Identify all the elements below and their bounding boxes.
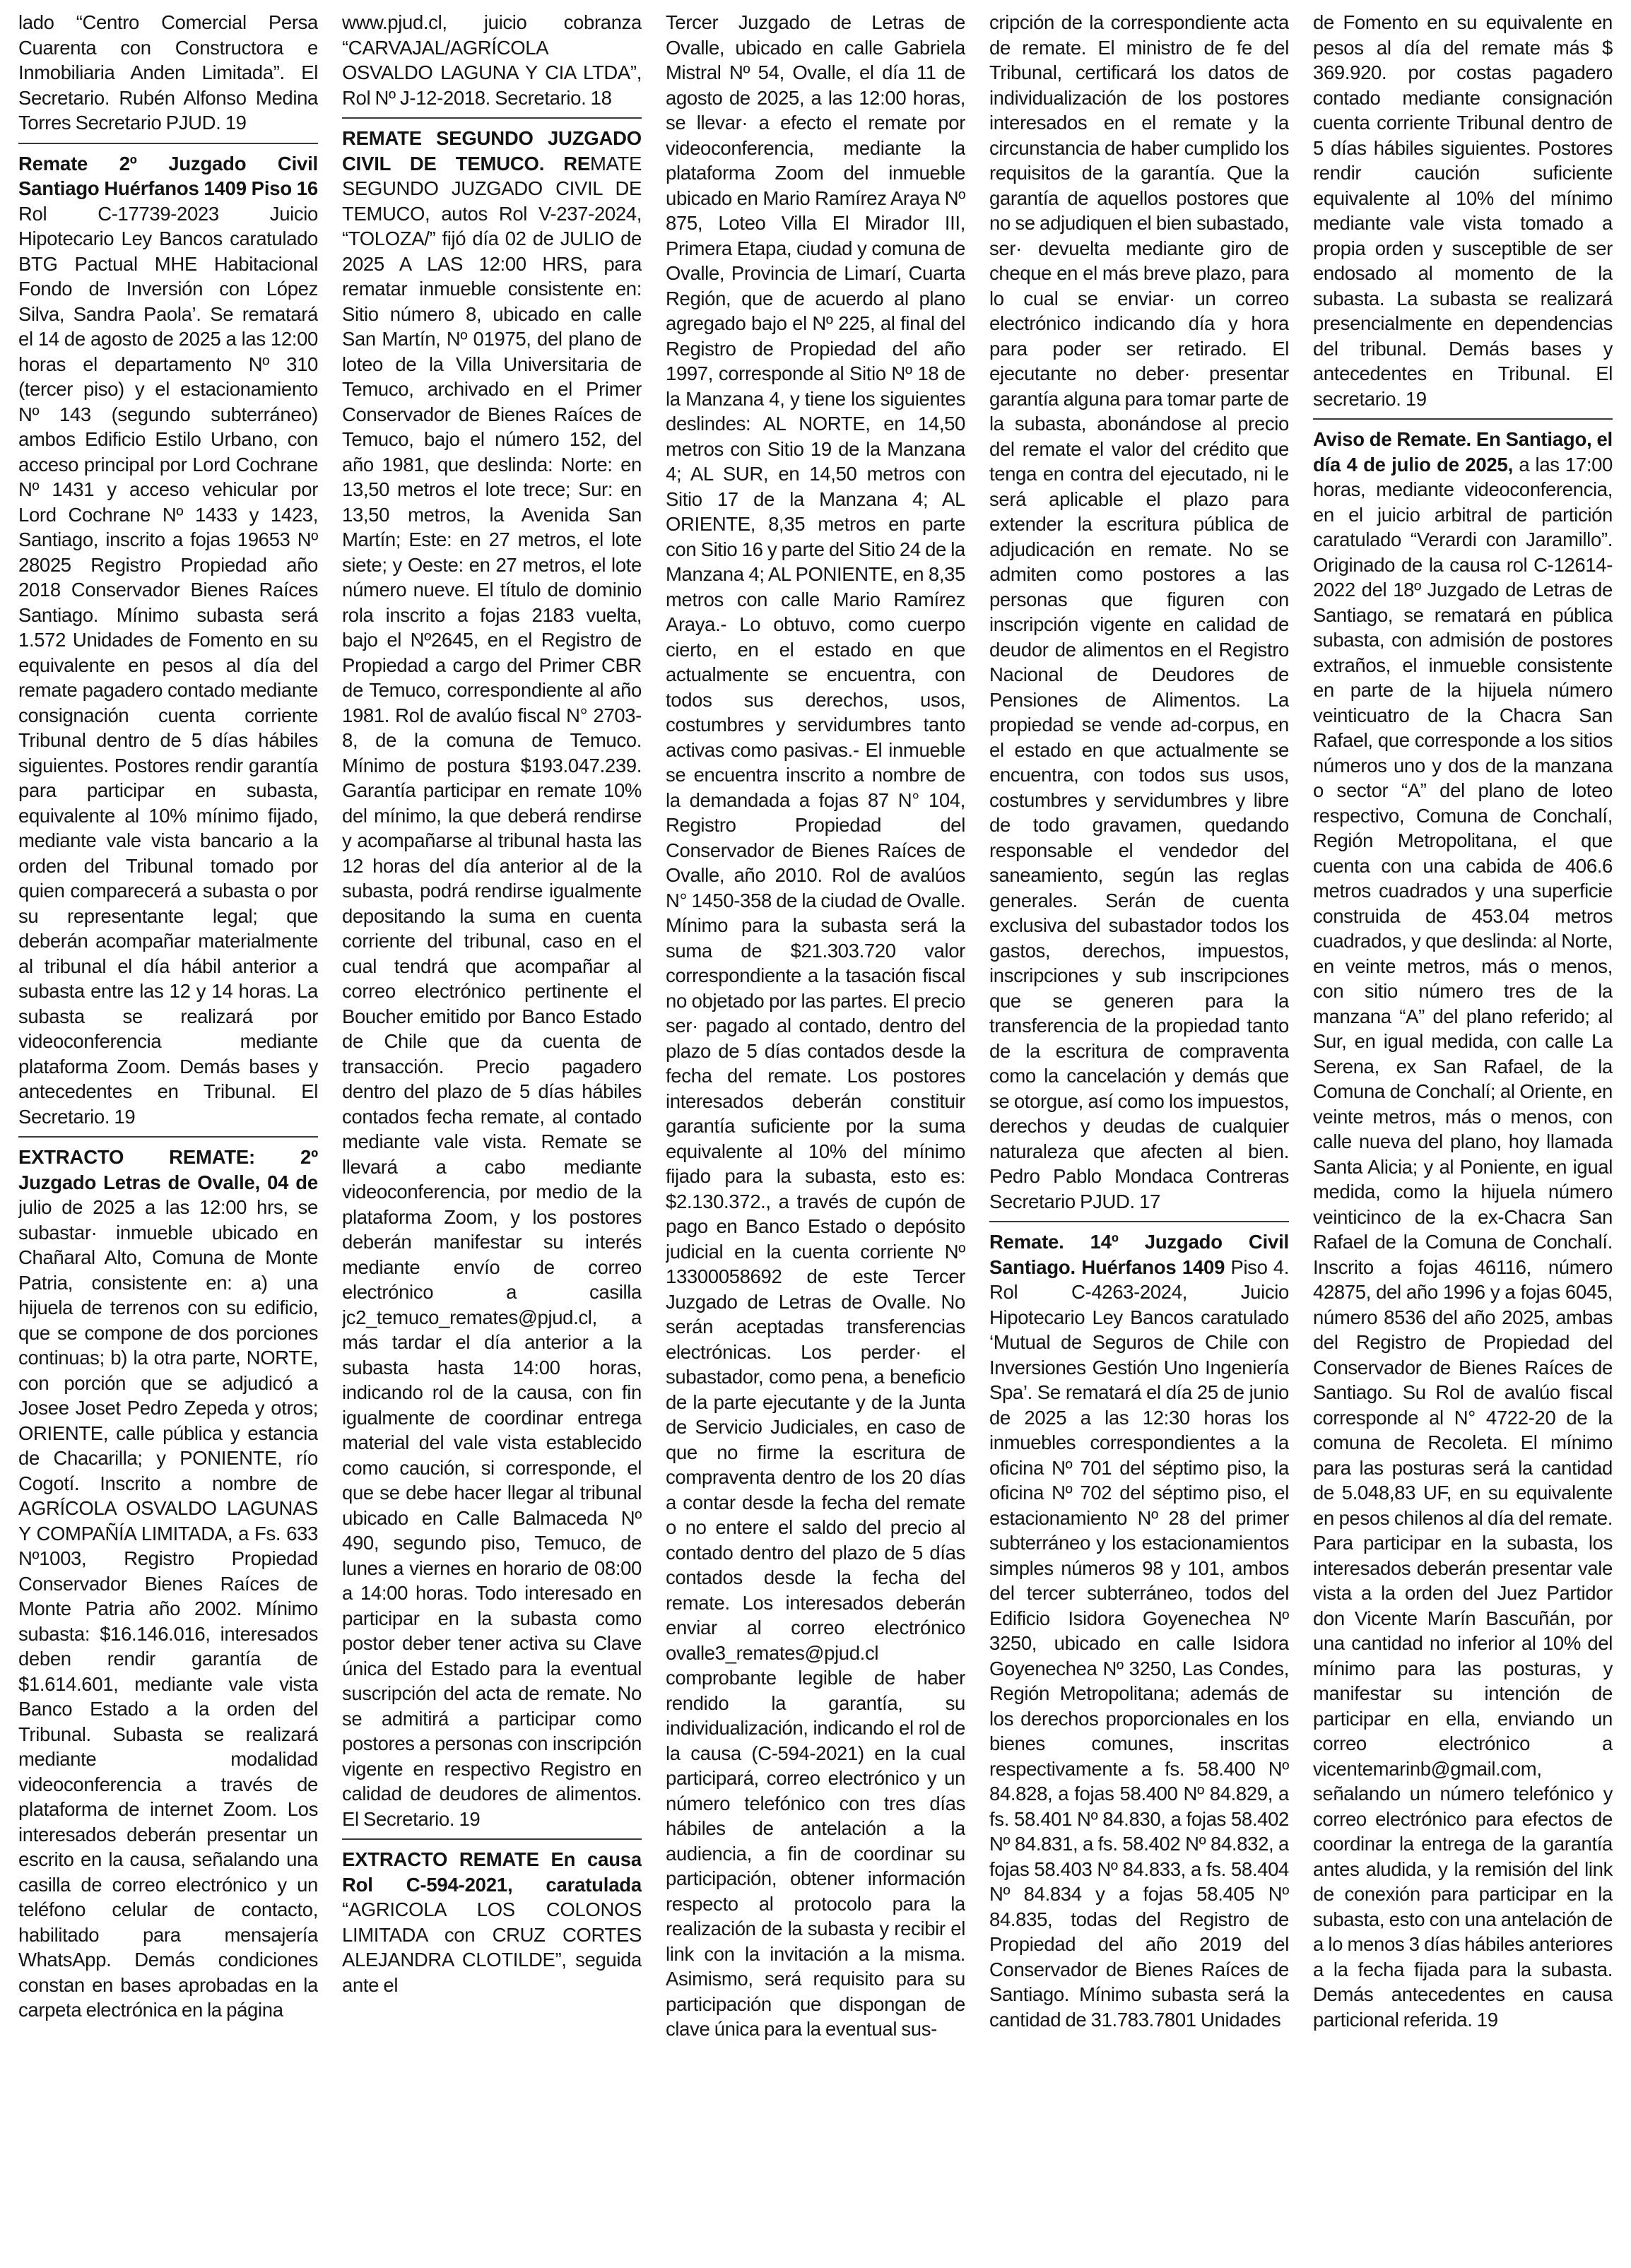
notice-continuation — [1313, 10, 1613, 420]
notice-body: julio de 2025 a las 12:00 hrs, se subastar· inmueble ubicado en Chañaral Alto, Comuna de Monte Patria, consistente en: a) una hijuela de terrenos con su edificio, que se compone de dos porciones continuas; b) la otra parte, NORTE, con porción que se adjudicó a Josee Joset Pedro Zepeda y otros; ORIENTE, calle pública y estancia de Chacarilla; y PONIENTE, río Cogotí. Inscrito a nombre de AGRÍCOLA OSVALDO LAGUNAS Y COMPAÑÍA LIMITADA, a Fs. 633 Nº1003, Registro Propiedad Conservador Bienes Raíces de Monte Patria año 2002. Mínimo subasta: $16.146.016, interesados deben rendir garantía de $1.614.601, mediante vale vista Banco Estado a la orden del Tribunal. Subasta se realizará mediante modalidad videoconferencia a través de plataforma de internet Zoom. Los interesados deberán presentar un escrito en la causa, señalando una casilla de correo electrónico y un teléfono celular de contacto, habilitado para mensajería WhatsApp. Demás condiciones constan en bases aprobadas en la carpeta electrónica en la página — [18, 1196, 318, 2021]
notice-heading: REMATE SEGUNDO JUZGADO CIVIL DE TEMUCO. RE — [342, 127, 642, 175]
notice-text — [342, 10, 642, 110]
notice-extracto-remate-ovalle — [18, 1145, 318, 2030]
notice-heading: Remate 2º Juzgado Civil Santiago Huérfanos 1409 Piso 16 — [18, 152, 318, 199]
notice-continuation — [666, 10, 965, 2049]
notice-remate-14-juzgado-santiago — [989, 1229, 1289, 2039]
notice-remate-2-juzgado-santiago — [18, 151, 318, 1138]
notice-heading: Aviso de Remate. En Santiago, el día 4 de julio de 2025, — [1313, 428, 1613, 476]
notice-continuation — [989, 10, 1289, 1222]
notice-body: Rol C-17739-2023 Juicio Hipotecario Ley Bancos caratulado BTG Pactual MHE Habitacional Fondo de Inversión con López Silva, Sandra Paola’. Se rematará el 14 de agosto de 2025 a las 12:00 horas el departamento Nº 310 (tercer piso) y el estacionamiento Nº 143 (segundo subterráneo) ambos Edificio Estilo Urbano, con acceso principal por Lord Cochrane Nº 1431 y acceso vehicular por Lord Cochrane Nº 1433 y 1423, Santiago, inscrito a fojas 19653 Nº 28025 Registro Propiedad año 2018 Conservador Bienes Raíces Santiago. Mínimo subasta será 1.572 Unidades de Fomento en su equivalente en pesos al día del remate pagadero contado mediante consignación cuenta corriente Tribunal dentro de 5 días hábiles siguientes. Postores rendir garantía para participar en subasta, equivalente al 10% mínimo fijado, mediante vale vista bancario a la orden del Tribunal tomado por quien comparecerá a subasta o por su representante legal; que deberán acompañar materialmente al tribunal el día hábil anterior a subasta entre las 12 y 14 horas. La subasta se realizará por videoconferencia mediante plataforma Zoom. Demás bases y antecedentes en Tribunal. El Secretario. 19 — [18, 202, 318, 1128]
column-3 — [666, 10, 965, 2268]
notice-heading: EXTRACTO REMATE: 2º Juzgado Letras de Ovalle, 04 de — [18, 1146, 318, 1193]
notice-heading: Remate. 14º Juzgado Civil Santiago. Huérfanos 1409 — [989, 1231, 1289, 1278]
notice-text — [18, 151, 318, 1130]
notice-body: Tercer Juzgado de Letras de Ovalle, ubicado en calle Gabriela Mistral Nº 54, Ovalle, el día 11 de agosto de 2025, a las 12:00 horas, se llevar· a efecto el remate por videoconferencia, mediante la plataforma Zoom del inmueble ubicado en Mario Ramírez Araya Nº 875, Loteo Villa El Mirador III, Primera Etapa, ciudad y comuna de Ovalle, Provincia de Limarí, Cuarta Región, que de acuerdo al plano agregado bajo el Nº 225, al final del Registro de Propiedad del año 1997, corresponde al Sitio Nº 18 de la Manzana 4, y tiene los siguientes deslindes: AL NORTE, en 14,50 metros con Sitio 19 de la Manzana 4; AL SUR, en 14,50 metros con Sitio 17 de la Manzana 4; AL ORIENTE, 8,35 metros en parte con Sitio 16 y parte del Sitio 24 de la Manzana 4; AL PONIENTE, en 8,35 metros con calle Mario Ramírez Araya.- Lo obtuvo, como cuerpo cierto, en el estado en que actualmente se encuentra, con todos sus derechos, usos, costumbres y servidumbres tanto activas como pasivas.- El inmueble se encuentra inscrito a nombre de la demandada a fojas 87 N° 104, Registro Propiedad del Conservador de Bienes Raíces de Ovalle, año 2010. Rol de avalúos N° 1450-358 de la ciudad de Ovalle. Mínimo para la subasta será la suma de $21.303.720 valor correspondiente a la tasación fiscal no objetado por las partes. El precio ser· pagado al contado, dentro del plazo de 5 días contados desde la fecha del remate. Los postores interesados deberán constituir garantía suficiente por la suma equivalente al 10% del mínimo fijado para la subasta, esto es: $2.130.372., a través de cupón de pago en Banco Estado o depósito judicial en la cuenta corriente Nº 13300058692 de este Tercer Juzgado de Letras de Ovalle. No serán aceptadas transferencias electrónicas. Los perder· el subastador, como pena, a beneficio de la parte ejecutante y de la Junta de Servicio Judiciales, en caso de que no firme la escritura de compraventa dentro de los 20 días a contar desde la fecha del remate o no entere el saldo del precio al contado dentro del plazo de 5 días contados desde la fecha del remate. Los interesados deberán enviar al correo electrónico ovalle3_remates@pjud.cl comprobante legible de haber rendido la garantía, su individualización, indicando el rol de la causa (C-594-2021) en la cual participará, correo electrónico y un número telefónico con tres días hábiles de antelación a la audiencia, a fin de coordinar su participación, obtener información respecto al protocolo para la realización de la subasta y recibir el link con la invitación a la misma. Asimismo, será requisito para su participación que dispongan de clave única para la eventual sus- — [666, 11, 965, 2040]
notice-body: MATE SEGUNDO JUZGADO CIVIL DE TEMUCO, autos Rol V-237-2024, “TOLOZA/” fijó día 02 de JULIO de 2025 A LAS 12:00 HRS, para rematar inmueble consistente en: Sitio número 8, ubicado en calle San Martín, Nº 01975, del plano de loteo de la Villa Universitaria de Temuco, archivado en el Primer Conservador de Bienes Raíces de Temuco, bajo el número 152, del año 1981, que deslinda: Norte: en 13,50 metros el lote trece; Sur: en 13,50 metros, la Avenida San Martín; Este: en 27 metros, el lote siete; y Oeste: en 27 metros, el lote número nueve. El título de dominio rola inscrito a fojas 2183 vuelta, bajo el Nº2645, en el Registro de Propiedad a cargo del Primer CBR de Temuco, correspondiente al año 1981. Rol de avalúo fiscal N° 2703-8, de la comuna de Temuco. Mínimo de postura $193.047.239. Garantía participar en remate 10% del mínimo, la que deberá rendirse y acompañarse al tribunal hasta las 12 horas del día anterior al de la subasta, podrá rendirse igualmente depositando la suma en cuenta corriente del tribunal, caso en el cual tendrá que acompañar al correo electrónico pertinente el Boucher emitido por Banco Estado de Chile que da cuenta de transacción. Precio pagadero dentro del plazo de 5 días hábiles contados fecha remate, al contado mediante vale vista. Remate se llevará a cabo mediante videoconferencia, por medio de la plataforma Zoom, y los postores deberán manifestar su interés mediante envío de correo electrónico a casilla jc2_temuco_remates@pjud.cl, a más tardar el día anterior a la subasta hasta 14:00 horas, indicando rol de la causa, con fin igualmente de coordinar entrega material del vale vista establecido como caución, si corresponde, el que se debe hacer llegar al tribunal ubicado en Calle Balmaceda Nº 490, segundo piso, Temuco, de lunes a viernes en horario de 08:00 a 14:00 horas. Todo interesado en participar en la subasta como postor deber tener activa su Clave única del Estado para la eventual suscripción del acta de remate. No se admitirá a participar como postores a personas con inscripción vigente en respectivo Registro en calidad de deudores de alimentos. El Secretario. 19 — [342, 152, 642, 1830]
notice-text — [1313, 10, 1613, 411]
notice-text — [18, 1145, 318, 2023]
column-2 — [342, 10, 642, 2268]
column-5 — [1313, 10, 1613, 2268]
notice-heading: EXTRACTO REMATE En causa Rol C-594-2021, caratulada — [342, 1848, 642, 1896]
notice-text — [989, 1229, 1289, 2032]
notice-text — [342, 126, 642, 1831]
notice-aviso-de-remate-santiago — [1313, 427, 1613, 2039]
notice-extracto-remate-c-594-2021 — [342, 1847, 642, 2004]
notice-continuation — [342, 10, 642, 119]
notice-body: “AGRICOLA LOS COLONOS LIMITADA con CRUZ CORTES ALEJANDRA CLOTILDE”, seguida ante el — [342, 1898, 642, 1996]
notice-body: cripción de la correspondiente acta de remate. El ministro de fe del Tribunal, certificará los datos de individualización de los postores interesados en el remate y la circunstancia de haber cumplido los requisitos de la garantía. Que la garantía de aquellos postores que no se adjudiquen el bien subastado, ser· devuelta mediante giro de cheque en el más breve plazo, para lo cual se enviar· un correo electrónico indicando día y hora para poder ser retirado. El ejecutante no deber· presentar garantía alguna para tomar parte de la subasta, abonándose al precio del remate el valor del crédito que tenga en contra del ejecutado, ni le será aplicable el plazo para extender la escritura pública de adjudicación en remate. No se admiten como postores a las personas que figuren con inscripción vigente en calidad de deudor de alimentos en el Registro Nacional de Deudores de Pensiones de Alimentos. La propiedad se vende ad-corpus, en el estado en que actualmente se encuentra, con todos sus usos, costumbres y servidumbres y libre de todo gravamen, quedando responsable el vendedor del saneamiento, según las reglas generales. Serán de cuenta exclusiva del subastador todos los gastos, derechos, impuestos, inscripciones y sub inscripciones que se generen para la transferencia de la propiedad tanto de la escritura de compraventa como la cancelación y demás que se otorgue, así como los impuestos, derechos y deudas de cualquier naturaleza que afecten al bien. Pedro Pablo Mondaca Contreras Secretario PJUD. 17 — [989, 11, 1289, 1212]
notice-text — [666, 10, 965, 2042]
notice-body: de Fomento en su equivalente en pesos al día del remate más $ 369.920. por costas pagadero contado mediante consignación cuenta corriente Tribunal dentro de 5 días hábiles siguientes. Postores rendir caución suficiente equivalente al 10% del mínimo mediante vale vista tomado a propia orden y susceptible de ser endosado al momento de la subasta. La subasta se realizará presencialmente en dependencias del tribunal. Demás bases y antecedentes en Tribunal. El secretario. 19 — [1313, 11, 1613, 410]
notice-continuation — [18, 10, 318, 144]
notice-text — [1313, 427, 1613, 2032]
notice-body: Piso 4. Rol C-4263-2024, Juicio Hipotecario Ley Bancos caratulado ‘Mutual de Seguros de Chile con Inversiones Gestión Uno Ingeniería Spa’. Se rematará el día 25 de junio de 2025 a las 12:30 horas los inmuebles correspondientes a la oficina Nº 701 del séptimo piso, la oficina Nº 702 del séptimo piso, el estacionamiento Nº 28 del primer subterráneo y los estacionamientos simples números 98 y 101, ambos del tercer subterráneo, todos del Edificio Isidora Goyenechea Nº 3250, ubicado en calle Isidora Goyenechea Nº 3250, Las Condes, Región Metropolitana; además de los derechos proporcionales en los bienes comunes, inscritas respectivamente a fs. 58.400 Nº 84.828, a fojas 58.400 Nº 84.829, a fs. 58.401 Nº 84.830, a fojas 58.402 Nº 84.831, a fs. 58.402 Nº 84.832, a fojas 58.403 Nº 84.833, a fs. 58.404 Nº 84.834 y a fojas 58.405 Nº 84.835, todas del Registro de Propiedad del año 2019 del Conservador de Bienes Raíces de Santiago. Mínimo subasta será la cantidad de 31.783.7801 Unidades — [989, 1256, 1289, 2031]
notice-body: lado “Centro Comercial Persa Cuarenta con Constructora e Inmobiliaria Anden Limitada”. El Secretario. Rubén Alfonso Medina Torres Secretario PJUD. 19 — [18, 11, 318, 134]
notice-text — [18, 10, 318, 136]
notice-body: www.pjud.cl, juicio cobranza “CARVAJAL/AGRÍCOLA OSVALDO LAGUNA Y CIA LTDA”, Rol Nº J-12-2018. Secretario. 18 — [342, 11, 642, 109]
notice-text — [342, 1847, 642, 1997]
column-1 — [18, 10, 318, 2268]
column-4 — [989, 10, 1289, 2268]
notice-text — [989, 10, 1289, 1214]
notice-remate-segundo-juzgado-temuco — [342, 126, 642, 1840]
notice-body: a las 17:00 horas, mediante videoconferencia, en el juicio arbitral de partición caratulado “Verardi con Jaramillo”. Originado de la causa rol C-12614-2022 del 18º Juzgado de Letras de Santiago, se rematará en pública subasta, con admisión de postores extraños, el inmueble consistente en parte de la hijuela número veinticuatro de la Chacra San Rafael, que corresponde a los sitios números uno y dos de la manzana o sector “A” del plano de loteo respectivo, Comuna de Conchalí, Región Metropolitana, el que cuenta con una cabida de 406.6 metros cuadrados y una superficie construida de 453.04 metros cuadrados, y que deslinda: al Norte, en veinte metros, más o menos, con sitio número tres de la manzana “A” del plano referido; al Sur, en igual medida, con calle La Serena, ex San Rafael, de la Comuna de Conchalí; al Oriente, en veinte metros, más o menos, con calle nueva del plano, hoy llamada Santa Alicia; y al Poniente, en igual medida, como la hijuela número veinticinco de la ex-Chacra San Rafael de la Comuna de Conchalí. Inscrito a fojas 46116, número 42875, del año 1996 y a fojas 6045, número 8536 del año 2025, ambas del Registro de Propiedad del Conservador de Bienes Raíces de Santiago. Su Rol de avalúo fiscal corresponde al N° 4722-20 de la comuna de Recoleta. El mínimo para las posturas será la cantidad de 5.048,83 UF, en su equivalente en pesos chilenos al día del remate. Para participar en la subasta, los interesados deberán presentar vale vista a la orden del Juez Partidor don Vicente Marín Bascuñán, por una cantidad no inferior al 10% del mínimo para las posturas, y manifestar su intención de participar en ella, enviando un correo electrónico a vicentemarinb@gmail.com, señalando un número telefónico y correo electrónico para efectos de coordinar la entrega de la garantía antes aludida, y la remisión del link de conexión para participar en la subasta, esto con una antelación de a lo menos 3 días hábiles anteriores a la fecha fijada para la subasta. Demás antecedentes en causa particional referida. 19 — [1313, 453, 1613, 2031]
